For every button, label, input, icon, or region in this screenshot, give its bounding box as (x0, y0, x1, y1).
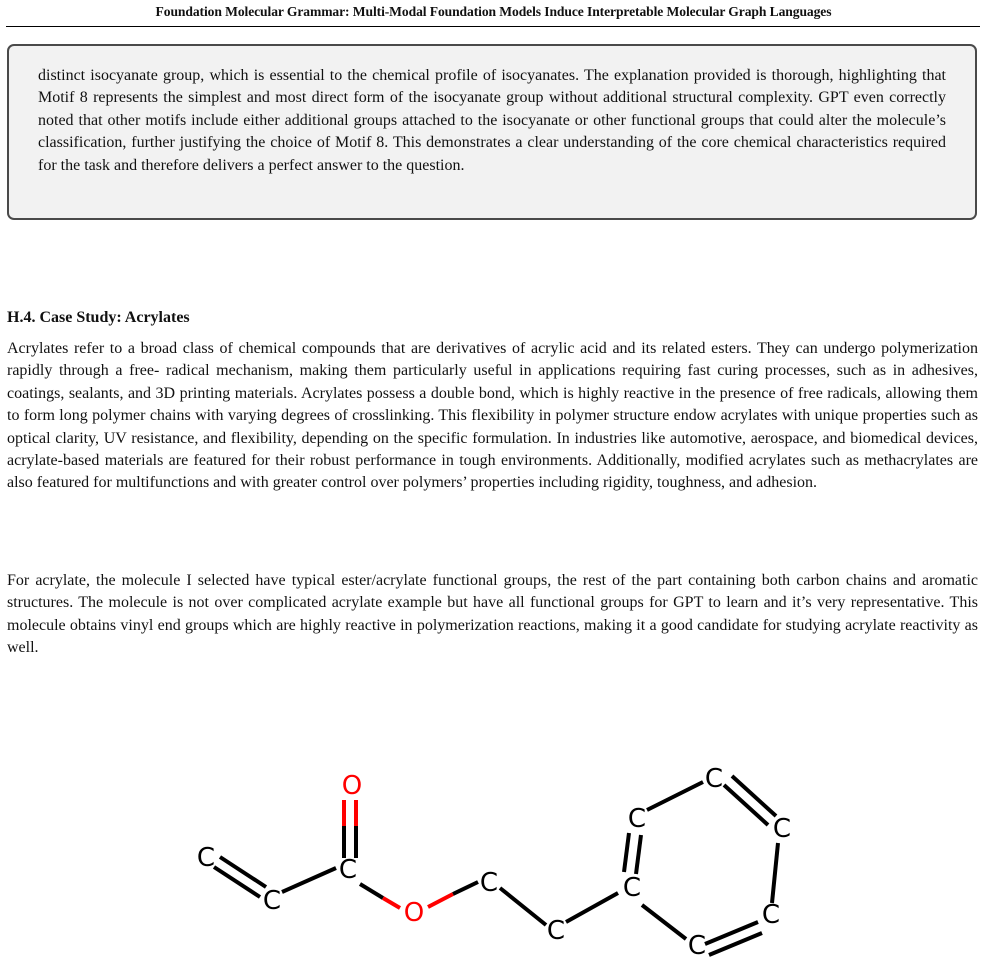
bond-c2-c3 (282, 868, 336, 892)
body-paragraph-1: Acrylates refer to a broad class of chemical compounds that are derivatives of acrylic acid and its related esters. They can undergo polymerization rapidly through a free- radical mechanism, making them particularly useful in applications requiring fast curing processes, such as in adhesives, coatings, sealants, and 3D printing materials. Acrylates possess a double bond, which is highly reactive in the presence of free radicals, allowing them to form long polymer chains with varying degrees of crosslinking. This flexibility in polymer structure endow acrylates with unique properties such as optical clarity, UV resistance, and flexibility, depending on the specific formulation. In industries like automotive, aerospace, and biomedical devices, acrylate-based materials are featured for their robust performance in tough environments. Additionally, modified acrylates such as methacrylates are also featured for multifunctions and with greater control over polymers’ properties including rigidity, toughness, and adhesion. (7, 340, 978, 492)
atom-c5: C (546, 916, 566, 946)
bond-ring-r1-r2-b (636, 835, 641, 874)
bond-ring-r5-r6-a (705, 922, 758, 944)
bond-oester-c4-o (428, 894, 453, 907)
header-rule (6, 26, 980, 27)
atom-ring-c2: C (627, 804, 647, 834)
atom-ring-c1: C (622, 873, 642, 903)
atom-c3: C (338, 855, 358, 885)
bond-c4-c5 (500, 888, 546, 925)
bond-vinyl-double-b (220, 857, 266, 887)
atom-labels (197, 764, 791, 961)
body-paragraph-2: For acrylate, the molecule I selected have typical ester/acrylate functional groups, the rest of the part containing both carbon chains and aromatic structures. The molecule is not over complicated acrylate example but have all functional groups for GPT to learn and it’s very representative. This molecule obtains vinyl end groups which are highly reactive in polymerization reactions, making it a good candidate for studying acrylate reactivity as well. (7, 572, 978, 657)
bond-oester-c4-c (453, 882, 478, 894)
bond-c5-r1 (566, 893, 618, 922)
atom-c1: C (196, 843, 216, 873)
bond-ring-r5-r6-b (709, 933, 762, 955)
atom-ring-c4: C (772, 814, 792, 844)
bond-c3-oester-c (360, 884, 383, 898)
callout-text: distinct isocyanate group, which is essential to the chemical profile of isocyanates. The explanation provided is thorough, highlighting that Motif 8 represents the simplest and most direct form of the isocyanate group without additional structural complexity. GPT even correctly noted that other motifs include either additional groups attached to the isocyanate or other functional groups that could alter the molecule’s classification, further justifying the choice of Motif 8. This demonstrates a clear understanding of the core chemical characteristics required for the task and therefore delivers a perfect answer to the question. (38, 67, 946, 174)
atom-c4: C (479, 868, 499, 898)
atom-ring-c6: C (687, 931, 707, 961)
bond-ring-r2-r3 (647, 782, 703, 810)
bond-ring-r4-r5 (772, 843, 778, 903)
callout-box (7, 44, 977, 220)
bond-ring-r1-r2-a (624, 833, 629, 872)
section-heading: H.4. Case Study: Acrylates (7, 309, 190, 326)
atom-ring-c3: C (704, 764, 724, 794)
bonds (214, 776, 781, 955)
atom-o-carbonyl: O (341, 771, 363, 801)
atom-o-ester: O (403, 898, 425, 928)
bond-ring-r6-r1 (642, 905, 686, 939)
atom-ring-c5: C (761, 900, 781, 930)
atom-c2: C (262, 886, 282, 916)
bond-vinyl-double-a (214, 867, 260, 897)
running-header: Foundation Molecular Grammar: Multi-Modal Foundation Models Induce Interpretable Molecular Graph Languages (155, 4, 832, 19)
molecule-structure-figure (0, 740, 987, 964)
bond-c3-oester-o (383, 898, 400, 908)
